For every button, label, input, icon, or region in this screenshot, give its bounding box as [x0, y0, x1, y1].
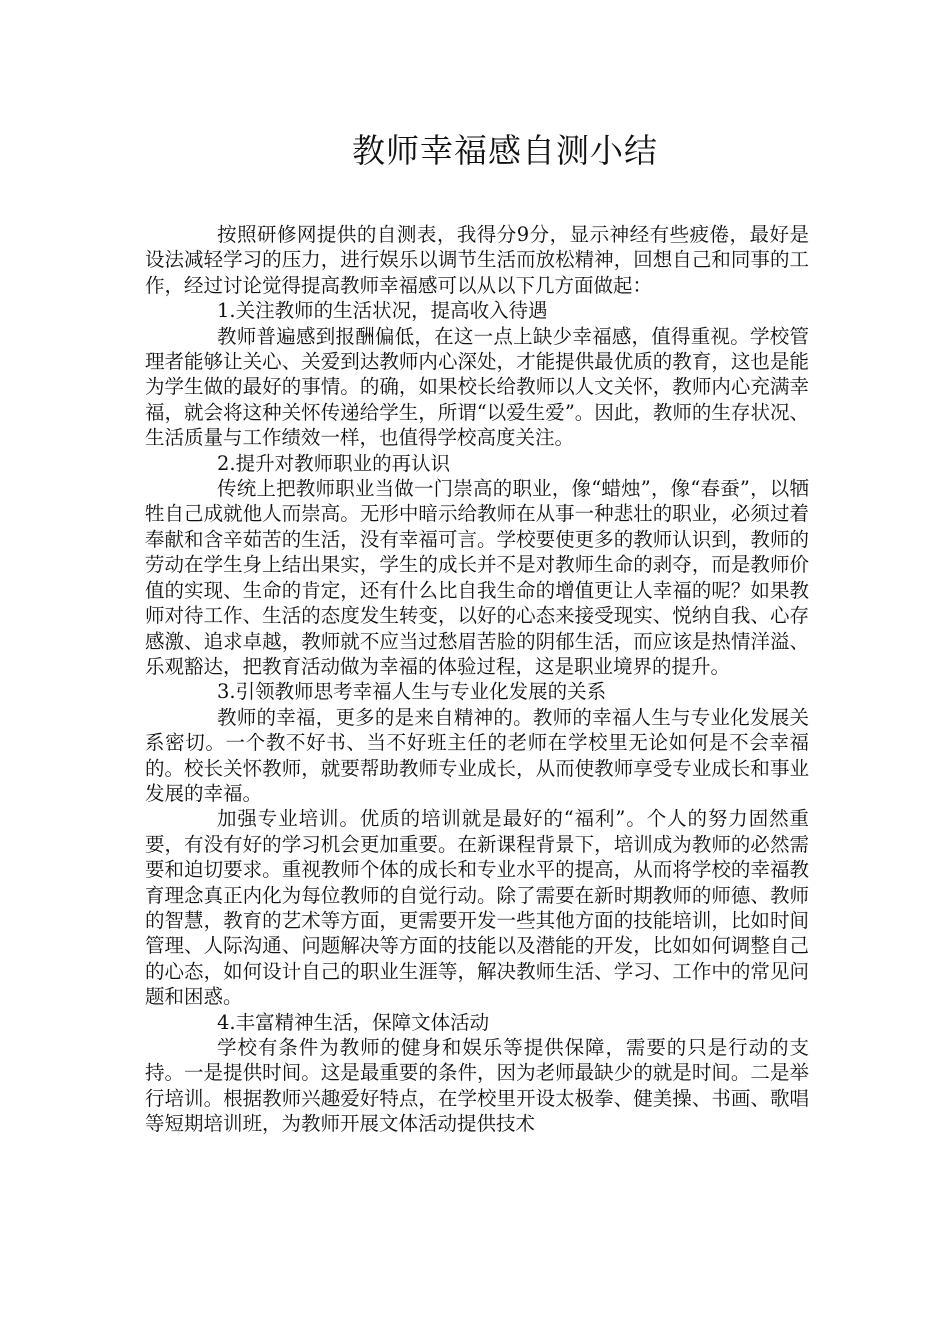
section-heading-1: 1.关注教师的生活状况，提高收入待遇 [217, 299, 548, 323]
section-heading-4: 4.丰富精神生活，保障文体活动 [217, 1010, 490, 1034]
section-heading-2: 2.提升对教师职业的再认识 [217, 451, 451, 475]
section-heading-3: 3.引领教师思考幸福人生与专业化发展的关系 [217, 680, 607, 704]
section-3-training-paragraph: 加强专业培训。优质的培训就是最好的“福利”。个人的努力固然重要，有没有好的学习机会更加重要。在新课程背景下，培训成为教师的必然需要和迫切要求。重视教师个体的成长和专业水平的提高，从而将学校的幸福教育理念真正内化为每位教师的自觉行动。除了需要在新时期教师的师德、教师的智慧，教育的艺术等方面，更需要开发一些其他方面的技能培训，比如时间管理、人际沟通、问题解决等方面的技能以及潜能的开发，比如如何调整自己的心态，如何设计自己的职业生涯等，解决教师生活、学习、工作中的常见问题和困惑。 [145, 807, 809, 1009]
section-4-paragraph: 学校有条件为教师的健身和娱乐等提供保障，需要的只是行动的支持。一是提供时间。这是最重要的条件，因为老师最缺少的就是时间。二是举行培训。根据教师兴趣爱好特点，在学校里开设太极拳、健美操、书画、歌唱等短期培训班，为教师开展文体活动提供技术 [145, 1036, 809, 1136]
section-3-paragraph: 教师的幸福，更多的是来自精神的。教师的幸福人生与专业化发展关系密切。一个教不好书、当不好班主任的老师在学校里无论如何是不会幸福的。校长关怀教师，就要帮助教师专业成长，从而使教师享受专业成长和事业发展的幸福。 [145, 705, 809, 805]
section-2-paragraph: 传统上把教师职业当做一门崇高的职业，像“蜡烛”，像“春蚕”，以牺牲自己成就他人而崇高。无形中暗示给教师在从事一种悲壮的职业，必须过着奉献和含辛茹苦的生活，没有幸福可言。学校要使更多的教师认识到，教师的劳动在学生身上结出果实，学生的成长并不是对教师生命的剥夺，而是教师价值的实现、生命的肯定，还有什么比自我生命的增值更让人幸福的呢？如果教师对待工作、生活的态度发生转变，以好的心态来接受现实、悦纳自我、心存感激、追求卓越，教师就不应当过愁眉苦脸的阴郁生活，而应该是热情洋溢、乐观豁达，把教育活动做为幸福的体验过程，这是职业境界的提升。 [145, 477, 809, 678]
section-1-paragraph: 教师普遍感到报酬偏低，在这一点上缺少幸福感，值得重视。学校管理者能够让关心、关爱到达教师内心深处，才能提供最优质的教育，这也是能为学生做的最好的事情。的确，如果校长给教师以人文关怀，教师内心充满幸福，就会将这种关怀传递给学生，所谓“以爱生爱”。因此，教师的生存状况、生活质量与工作绩效一样，也值得学校高度关注。 [145, 324, 809, 450]
document-body [145, 222, 809, 1137]
document-title: 教师幸福感自测小结 [352, 131, 658, 170]
intro-paragraph: 按照研修网提供的自测表，我得分9分，显示神经有些疲倦，最好是设法减轻学习的压力，进行娱乐以调节生活而放松精神，回想自己和同事的工作，经过讨论觉得提高教师幸福感可以从以下几方面做起： [145, 223, 809, 297]
